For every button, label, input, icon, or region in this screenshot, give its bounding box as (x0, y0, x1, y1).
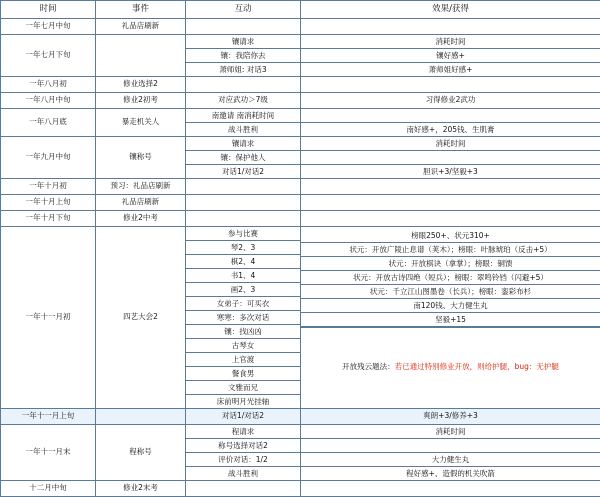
cell-time: 一年十月上旬 (1, 195, 96, 211)
cell-interaction-item: 评价对话：1/2 (186, 453, 300, 467)
cell-effect (301, 227, 600, 409)
cell-effect-item: 消耗时间 (301, 137, 600, 151)
cell-interaction-item: 镶：我陪你去 (186, 49, 300, 63)
cell-event: 四艺大会2 (96, 227, 186, 409)
table-row (1, 195, 600, 211)
cell-interaction (186, 481, 301, 497)
cell-interaction (186, 77, 301, 93)
cell-time: 一年十一月初 (1, 227, 96, 409)
cell-effect-item (301, 439, 600, 453)
cell-effect (301, 77, 600, 93)
cell-time: 一年八月中旬 (1, 93, 96, 109)
cell-interaction-item: 文雅而兄 (186, 381, 300, 395)
table-row (1, 409, 600, 425)
cell-effect-item: 南120钱、大力健生丸 (301, 299, 600, 313)
cell-interaction-item: 琴2、3 (186, 241, 300, 255)
cell-interaction-item: 镶：找凶凶 (186, 325, 300, 339)
cell-effect-item (301, 151, 600, 165)
cell-effect-item: 状元：开放广陵止息谱（荚木）；榜眼：叶脉琥珀（反击+5） (301, 243, 600, 257)
cell-effect (301, 19, 600, 35)
cell-interaction-item: 参与比赛 (186, 227, 300, 241)
header-time: 时间 (1, 1, 96, 19)
cell-interaction-item: 寒寒：多次对话 (186, 311, 300, 325)
cell-interaction (186, 137, 301, 179)
note-label: 开放残云题法： (342, 362, 395, 371)
cell-effect (301, 481, 600, 497)
cell-event: 礼品店刷新 (96, 19, 186, 35)
cell-interaction-item: 古琴女 (186, 339, 300, 353)
table-row (1, 35, 600, 77)
cell-interaction-item: 镶请求 (186, 137, 300, 151)
cell-interaction-item: 战斗胜利 (186, 123, 300, 136)
cell-effect (301, 425, 600, 481)
cell-event: 暴走机关人 (96, 109, 186, 137)
cell-interaction-item: 对话1/对话2 (186, 165, 300, 178)
cell-event: 预习：礼品店刷新 (96, 179, 186, 195)
cell-effect-item: 南好感+，205钱、生肌膏 (301, 123, 600, 136)
table-row (1, 77, 600, 93)
cell-interaction-item: 镶请求 (186, 35, 300, 49)
cell-effect-item: 消耗时间 (301, 35, 600, 49)
header-event: 事件 (96, 1, 186, 19)
table-row (1, 93, 600, 109)
cell-interaction (186, 227, 301, 409)
cell-time: 十二月中旬 (1, 481, 96, 497)
cell-event: 镶称号 (96, 137, 186, 179)
table-row (1, 481, 600, 497)
cell-interaction-item: 棋2、4 (186, 255, 300, 269)
table-row (1, 211, 600, 227)
cell-interaction-item: 床前明月光挂轴 (186, 395, 300, 408)
table-header-row (1, 1, 600, 19)
table-row (1, 425, 600, 481)
header-effect: 效果/获得 (301, 1, 600, 19)
note-warning: 若已通过特别修业开放，则给护腿，bug：无护腿 (395, 362, 559, 371)
cell-effect-item: 萧师姐好感+ (301, 63, 600, 76)
cell-time: 一年十月下旬 (1, 211, 96, 227)
cell-interaction-item: 镶：保护他人 (186, 151, 300, 165)
cell-interaction-item: 萧师姐: 对话3 (186, 63, 300, 76)
cell-effect (301, 137, 600, 179)
cell-effect-item: 镶好感+ (301, 49, 600, 63)
cell-event (96, 409, 186, 425)
cell-effect-item: 胆识+3/坚毅+3 (301, 165, 600, 178)
cell-event: 礼品店刷新 (96, 195, 186, 211)
cell-time: 一年十一月末 (1, 425, 96, 481)
table-body (1, 19, 600, 497)
cell-effect (301, 195, 600, 211)
cell-time: 一年八月初 (1, 77, 96, 93)
cell-interaction-item: 书1、4 (186, 269, 300, 283)
header-interaction: 互动 (186, 1, 301, 19)
cell-effect (301, 35, 600, 77)
cell-time: 一年九月中旬 (1, 137, 96, 179)
cell-interaction (186, 35, 301, 77)
cell-event: 修业2初考 (96, 93, 186, 109)
cell-interaction-item: 程请求 (186, 425, 300, 439)
cell-interaction (186, 211, 301, 227)
cell-time: 一年八月底 (1, 109, 96, 137)
cell-effect-item: 状元：开放棋诀（拿掌）；榜眼：铜馈 (301, 257, 600, 271)
cell-interaction-item: 称号选择对话2 (186, 439, 300, 453)
table-row (1, 227, 600, 409)
cell-time: 一年七月中旬 (1, 19, 96, 35)
cell-effect-item: 榜眼250+、状元310+ (301, 229, 600, 243)
cell-effect: 爽朗+3/修养+3 (301, 409, 600, 425)
cell-effect-item: 大力健生丸 (301, 453, 600, 467)
cell-effect (301, 179, 600, 195)
table-row (1, 109, 600, 137)
cell-event: 修业选择2 (96, 77, 186, 93)
cell-effect: 习得修业2武功 (301, 93, 600, 109)
cell-event: 修业2末考 (96, 481, 186, 497)
cell-interaction-item: 画2、3 (186, 283, 300, 297)
cell-event: 修业2中考 (96, 211, 186, 227)
cell-effect-item: 状元：千立江山图墨卷（长兵）；榜眼：銮彩布杉 (301, 285, 600, 299)
cell-interaction: 对话1/对话2 (186, 409, 301, 425)
table-row (1, 179, 600, 195)
cell-interaction-item: 上官渡 (186, 353, 300, 367)
cell-interaction (186, 179, 301, 195)
cell-interaction-item: 战斗胜利 (186, 467, 300, 480)
cell-effect-item: 消耗时间 (301, 425, 600, 439)
cell-interaction (186, 195, 301, 211)
cell-interaction: 对应武功＞7级 (186, 93, 301, 109)
cell-effect-item (301, 109, 600, 123)
cell-event: 程称号 (96, 425, 186, 481)
cell-interaction (186, 425, 301, 481)
cell-effect-item: 程好感+、造假的机关吹箭 (301, 467, 600, 480)
cell-interaction-item: 餐食男 (186, 367, 300, 381)
cell-interaction-item: 女弟子：可买衣 (186, 297, 300, 311)
cell-time: 一年七月下旬 (1, 35, 96, 77)
cell-effect-item: 状元：开放古诗四绝（短兵）；榜眼：翠鸣铃铛（闪避+5） (301, 271, 600, 285)
cell-effect-note (301, 327, 600, 406)
cell-interaction (186, 19, 301, 35)
cell-effect (301, 109, 600, 137)
cell-effect-item: 坚毅+15 (301, 313, 600, 327)
cell-time: 一年十一月上旬 (1, 409, 96, 425)
cell-interaction-item: 南邀请 南消耗时间 (186, 109, 300, 123)
table-row (1, 137, 600, 179)
cell-interaction (186, 109, 301, 137)
cell-event (96, 35, 186, 77)
cell-time: 一年十月初 (1, 179, 96, 195)
table-row (1, 19, 600, 35)
cell-effect (301, 211, 600, 227)
